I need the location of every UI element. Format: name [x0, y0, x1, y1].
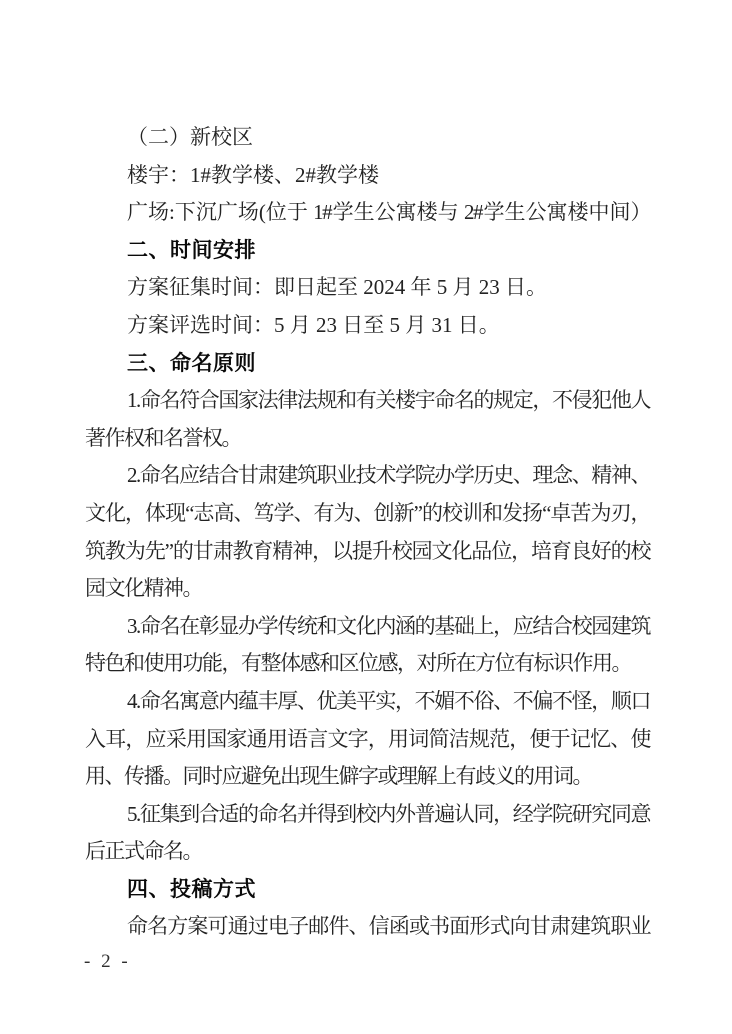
paragraph-submission-intro: 命名方案可通过电子邮件、信函或书面形式向甘肃建筑职业: [127, 914, 650, 939]
page-number: - 2 -: [84, 951, 131, 972]
section-heading-schedule: 二、时间安排: [127, 238, 256, 262]
document-body: [85, 119, 650, 946]
line-plaza: 广场:下沉广场(位于 1#学生公寓楼与 2#学生公寓楼中间）: [127, 200, 650, 225]
principle-paragraph-5: 5.征集到合适的命名并得到校内外普遍认同，经学院研究同意后正式命名。: [85, 801, 650, 864]
principle-paragraph-1: 1.命名符合国家法律法规和有关楼宇命名的规定，不侵犯他人著作权和名誉权。: [85, 388, 650, 450]
principle-paragraph-2: 2.命名应结合甘肃建筑职业技术学院办学历史、理念、精神、文化，体现“志高、笃学、有为、创新”的校训和发扬“卓苦为刃，筑教为先”的甘肃教育精神，以提升校园文化品位，培育良好的校园文化精神。: [85, 463, 650, 601]
subsection-heading-new-campus: （二）新校区: [127, 125, 253, 149]
principle-paragraph-4: 4.命名寓意内蕴丰厚、优美平实，不媚不俗、不偏不怪，顺口入耳，应采用国家通用语言文字，用词简洁规范，便于记忆、使用、传播。同时应避免出现生僻字或理解上有歧义的用词。: [85, 688, 650, 789]
principle-paragraph-3: 3.命名在彰显办学传统和文化内涵的基础上，应结合校园建筑特色和使用功能，有整体感和区位感，对所在方位有标识作用。: [85, 613, 650, 676]
line-buildings: 楼宇：1#教学楼、2#教学楼: [127, 162, 379, 187]
section-heading-submission: 四、投稿方式: [127, 877, 256, 901]
line-selection-time: 方案评选时间：5 月 23 日至 5 月 31 日。: [127, 312, 500, 337]
section-heading-principles: 三、命名原则: [127, 351, 256, 375]
line-collection-time: 方案征集时间：即日起至 2024 年 5 月 23 日。: [127, 275, 547, 300]
